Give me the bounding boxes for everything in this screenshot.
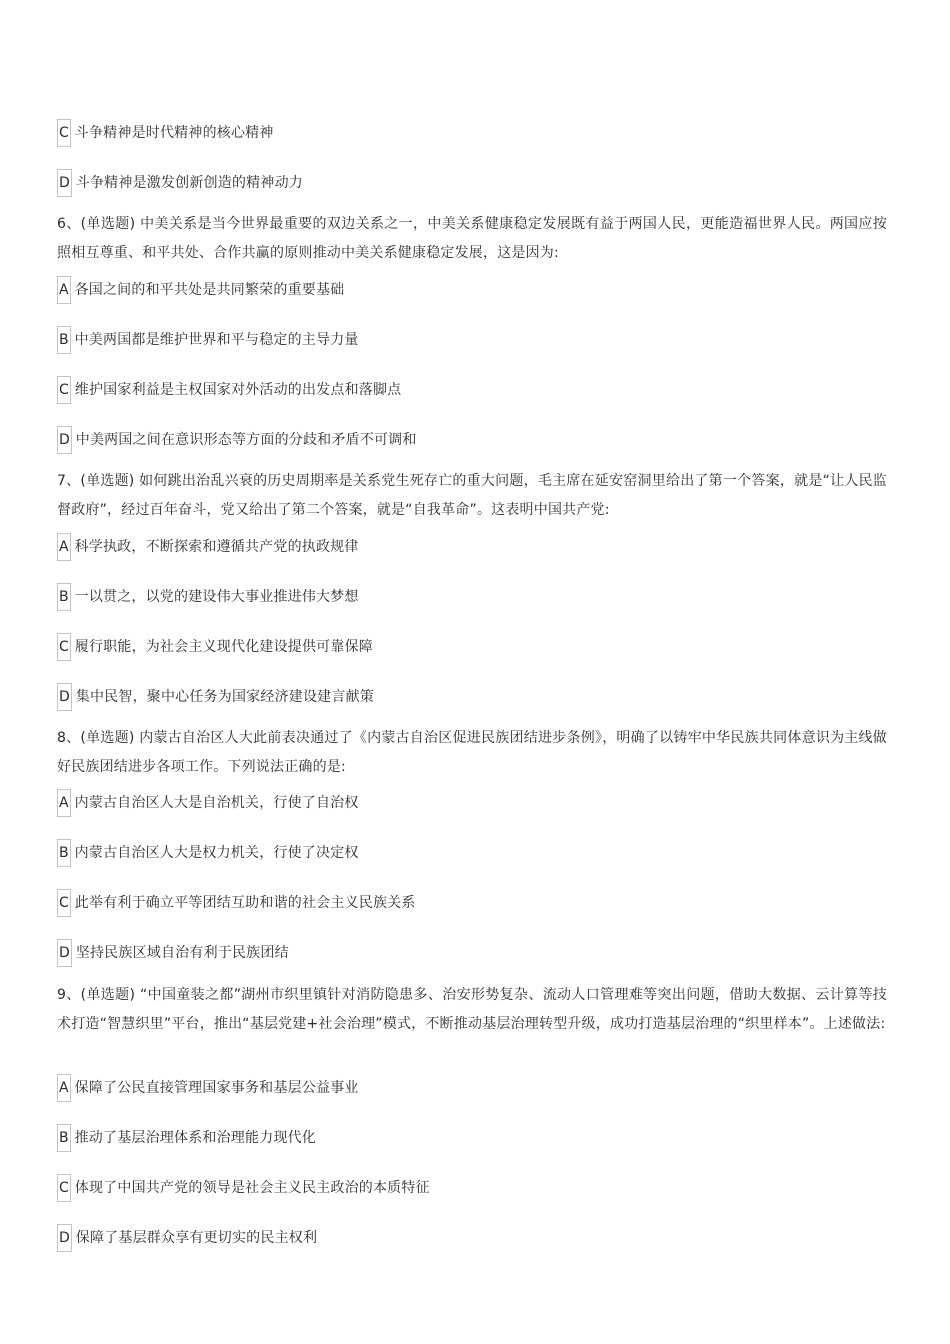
- question-8-option-c[interactable]: [57, 889, 416, 917]
- option-text: 集中民智，聚中心任务为国家经济建设建言献策: [75, 689, 374, 705]
- option-letter-box[interactable]: D: [57, 1224, 72, 1252]
- question-9-option-c[interactable]: [57, 1174, 430, 1202]
- option-text: 维护国家利益是主权国家对外活动的出发点和落脚点: [74, 382, 402, 398]
- option-d[interactable]: [57, 169, 303, 197]
- question-7-option-a[interactable]: [57, 533, 359, 561]
- question-9-option-b[interactable]: [57, 1124, 316, 1152]
- option-letter-box[interactable]: C: [57, 119, 71, 147]
- question-number: 7、: [57, 473, 81, 489]
- option-letter-box[interactable]: C: [57, 1174, 71, 1202]
- option-text: 体现了中国共产党的领导是社会主义民主政治的本质特征: [74, 1180, 430, 1196]
- option-text: 斗争精神是时代精神的核心精神: [74, 125, 274, 141]
- question-text: 中美关系是当今世界最重要的双边关系之一，中美关系健康稳定发展既有益于两国人民，更能造福世界人民。两国应按照相互尊重、和平共处、合作共赢的原则推动中美关系健康稳定发展，这是因为:: [57, 216, 887, 261]
- option-text: 一以贯之，以党的建设伟大事业推进伟大梦想: [74, 589, 359, 605]
- question-number: 8、: [57, 730, 81, 746]
- question-7-option-c[interactable]: [57, 633, 373, 661]
- option-text: 内蒙古自治区人大是权力机关，行使了决定权: [74, 845, 359, 861]
- question-text: “中国童装之都”湖州市织里镇针对消防隐患多、治安形势复杂、流动人口管理难等突出问题，借助大数据、云计算等技术打造“智慧织里”平台，推出“基层党建+社会治理”模式，不断推动基层治理转型升级，成功打造基层治理的“织里样本”。上述做法:: [57, 987, 888, 1032]
- option-text: 各国之间的和平共处是共同繁荣的重要基础: [74, 282, 345, 298]
- question-6-stem: [57, 210, 887, 268]
- question-type: (单选题): [80, 473, 135, 489]
- option-text: 斗争精神是激发创新创造的精神动力: [75, 175, 303, 191]
- option-letter-box[interactable]: A: [57, 533, 71, 561]
- option-letter-box[interactable]: B: [57, 583, 71, 611]
- option-letter-box[interactable]: C: [57, 633, 71, 661]
- option-letter-box[interactable]: D: [57, 426, 72, 454]
- option-letter-box[interactable]: C: [57, 889, 71, 917]
- question-type: (单选题): [80, 216, 136, 232]
- option-text: 此举有利于确立平等团结互助和谐的社会主义民族关系: [74, 895, 416, 911]
- option-letter-box[interactable]: C: [57, 376, 71, 404]
- option-letter-box[interactable]: A: [57, 789, 71, 817]
- question-7-stem: [57, 467, 887, 525]
- option-text: 科学执政，不断探索和遵循共产党的执政规律: [74, 539, 359, 555]
- option-text: 推动了基层治理体系和治理能力现代化: [74, 1130, 317, 1146]
- question-9-stem: [57, 981, 887, 1039]
- option-letter-box[interactable]: D: [57, 939, 72, 967]
- question-7-option-b[interactable]: [57, 583, 359, 611]
- question-6-option-a[interactable]: [57, 276, 344, 304]
- option-text: 履行职能，为社会主义现代化建设提供可靠保障: [74, 639, 373, 655]
- option-letter-box[interactable]: D: [57, 683, 72, 711]
- question-8-option-d[interactable]: [57, 939, 289, 967]
- option-text: 中美两国之间在意识形态等方面的分歧和矛盾不可调和: [75, 432, 417, 448]
- question-6-option-d[interactable]: [57, 426, 417, 454]
- question-9-option-a[interactable]: [57, 1074, 359, 1102]
- option-text: 坚持民族区域自治有利于民族团结: [75, 945, 289, 961]
- question-text: 如何跳出治乱兴衰的历史周期率是关系党生死存亡的重大问题，毛主席在延安窑洞里给出了第一个答案，就是“让人民监督政府”，经过百年奋斗，党又给出了第二个答案，就是“自我革命”。这表明中国共产党:: [57, 473, 887, 518]
- question-7-option-d[interactable]: [57, 683, 374, 711]
- question-number: 6、: [57, 216, 81, 232]
- question-type: (单选题): [80, 730, 135, 746]
- option-letter-box[interactable]: B: [57, 326, 71, 354]
- option-letter-box[interactable]: D: [57, 169, 72, 197]
- option-text: 保障了基层群众享有更切实的民主权利: [75, 1230, 318, 1246]
- question-8-option-b[interactable]: [57, 839, 359, 867]
- question-8-option-a[interactable]: [57, 789, 359, 817]
- option-text: 中美两国都是维护世界和平与稳定的主导力量: [74, 332, 359, 348]
- question-6-option-b[interactable]: [57, 326, 359, 354]
- question-9-option-d[interactable]: [57, 1224, 317, 1252]
- option-letter-box[interactable]: A: [57, 276, 71, 304]
- option-letter-box[interactable]: B: [57, 839, 71, 867]
- question-number: 9、: [57, 987, 81, 1003]
- option-text: 内蒙古自治区人大是自治机关，行使了自治权: [74, 795, 359, 811]
- option-letter-box[interactable]: A: [57, 1074, 71, 1102]
- option-letter-box[interactable]: B: [57, 1124, 71, 1152]
- option-text: 保障了公民直接管理国家事务和基层公益事业: [74, 1080, 359, 1096]
- option-c[interactable]: [57, 119, 274, 147]
- question-6-option-c[interactable]: [57, 376, 401, 404]
- question-text: 内蒙古自治区人大此前表决通过了《内蒙古自治区促进民族团结进步条例》，明确了以铸牢中华民族共同体意识为主线做好民族团结进步各项工作。下列说法正确的是:: [57, 730, 887, 775]
- question-type: (单选题): [80, 987, 136, 1003]
- question-8-stem: [57, 724, 887, 782]
